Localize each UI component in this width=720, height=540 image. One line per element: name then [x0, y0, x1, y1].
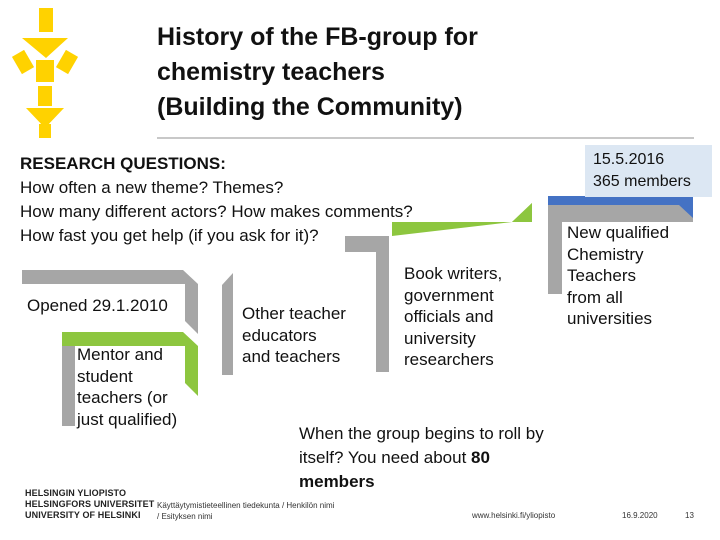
title-line-3: (Building the Community) — [157, 93, 463, 121]
step-bracket-book — [345, 236, 389, 372]
research-heading: RESEARCH QUESTIONS: — [20, 154, 226, 173]
footer-url[interactable]: www.helsinki.fi/yliopisto — [472, 511, 556, 520]
step-book-label: Book writers, government officials and university researchers — [404, 264, 503, 369]
step-opened-label: Opened 29.1.2010 — [27, 296, 168, 315]
milestone-members: 365 members — [593, 173, 691, 190]
page-number: 13 — [685, 511, 694, 520]
title-line-2: chemistry teachers — [157, 58, 385, 86]
university-name: HELSINGIN YLIOPISTO HELSINGFORS UNIVERSITET UNIVERSITY OF HELSINKI — [25, 488, 155, 520]
research-question-3: How fast you get help (if you ask for it)? — [20, 226, 319, 245]
step-other-label: Other teacher educators and teachers — [242, 304, 346, 366]
milestone-date-box — [585, 145, 712, 197]
step-bracket-green — [392, 203, 532, 236]
research-question-2: How many different actors? How makes comments? — [20, 202, 413, 221]
step-bracket-other — [222, 273, 233, 375]
research-question-1: How often a new theme? Themes? — [20, 178, 284, 197]
step-new-label: New qualified Chemistry Teachers from all universities — [567, 223, 670, 328]
step-mentor-label: Mentor and student teachers (or just qualified) — [77, 345, 178, 429]
mentor-bar — [62, 346, 75, 426]
milestone-date: 15.5.2016 — [593, 151, 665, 168]
footer-org: Käyttäytymistieteellinen tiedekunta / Henkilön nimi / Esityksen nimi — [157, 501, 335, 521]
roll-text: When the group begins to roll by itself? You need about 80 members — [299, 424, 544, 491]
footer-date: 16.9.2020 — [622, 511, 658, 520]
title-line-1: History of the FB-group for — [157, 23, 478, 51]
